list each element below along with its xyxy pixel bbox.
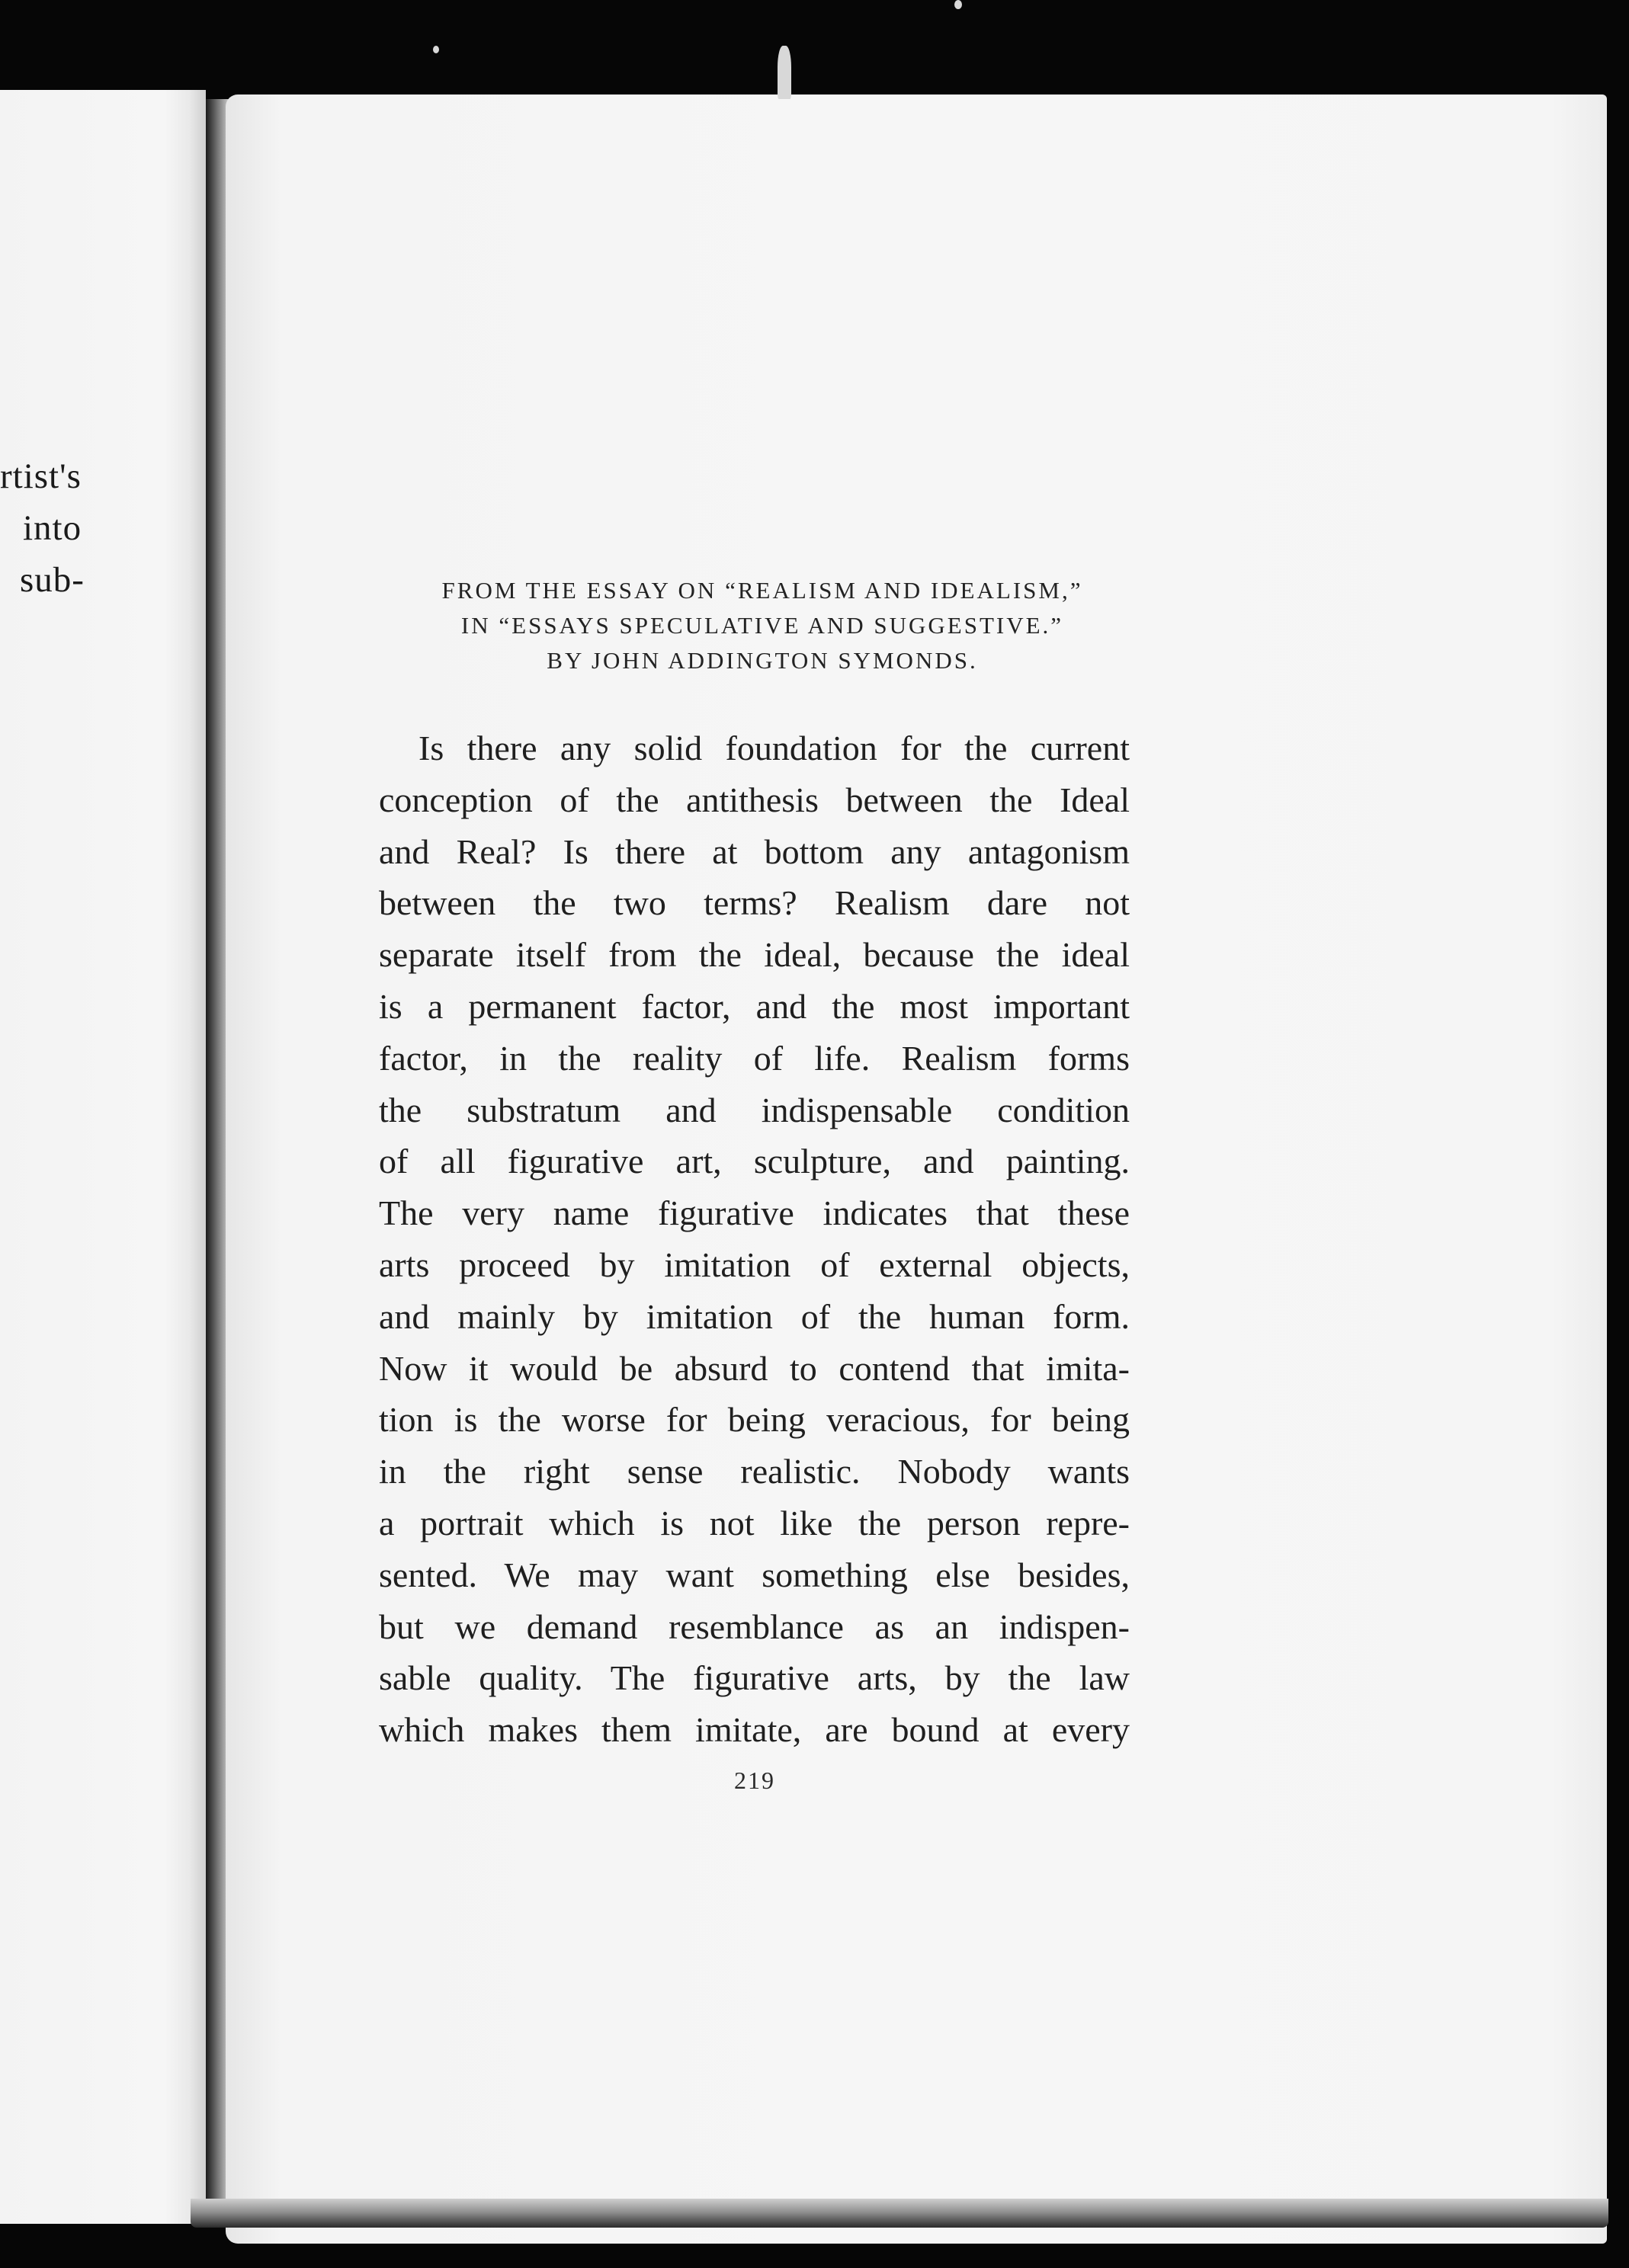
left-page-fragment: sub- [20,560,85,600]
text-line: of all figurative art, sculpture, and painting. [379,1142,1130,1181]
text-line: Now it would be absurd to contend that imita- [379,1348,1130,1388]
text-line: is a permanent factor, and the most important [379,986,1130,1026]
left-page-fragment: into [23,508,82,548]
text-line: arts proceed by imitation of external objects, [379,1245,1130,1284]
heading-line: FROM THE ESSAY ON “REALISM AND IDEALISM,” [441,577,1083,604]
text-line: factor, in the reality of life. Realism forms [379,1038,1130,1078]
page-bottom-edge [191,2199,1608,2228]
text-line: but we demand resemblance as an indispen- [379,1606,1130,1646]
text-line: conception of the antithesis between the Ideal [379,780,1130,819]
text-line: and mainly by imitation of the human form. [379,1296,1130,1336]
heading-line: BY JOHN ADDINGTON SYMONDS. [547,647,978,674]
film-speck [433,46,439,53]
text-line: tion is the worse for being veracious, for being [379,1400,1130,1440]
text-line: which makes them imitate, are bound at every [379,1710,1130,1750]
text-line: The very name figurative indicates that these [379,1193,1130,1233]
text-line: and Real? Is there at bottom any antagonism [379,831,1130,871]
text-line: sented. We may want something else besides, [379,1555,1130,1594]
text-line: sable quality. The figurative arts, by the law [379,1658,1130,1698]
text-line: Is there any solid foundation for the current [418,729,1130,767]
left-page-fragment: rtist's [0,456,82,496]
essay-heading [305,573,1220,678]
film-speck [954,0,962,9]
left-page [0,90,206,2224]
film-speck [778,46,791,99]
text-line: the substratum and indispensable condition [379,1090,1130,1129]
heading-line: IN “ESSAYS SPECULATIVE AND SUGGESTIVE.” [460,612,1064,639]
text-line: separate itself from the ideal, because the ideal [379,935,1130,975]
page-number: 219 [734,1767,775,1794]
text-line: between the two terms? Realism dare not [379,883,1130,923]
text-line: in the right sense realistic. Nobody wants [379,1452,1130,1491]
text-line: a portrait which is not like the person repre- [379,1503,1130,1542]
essay-body [379,722,1130,1756]
